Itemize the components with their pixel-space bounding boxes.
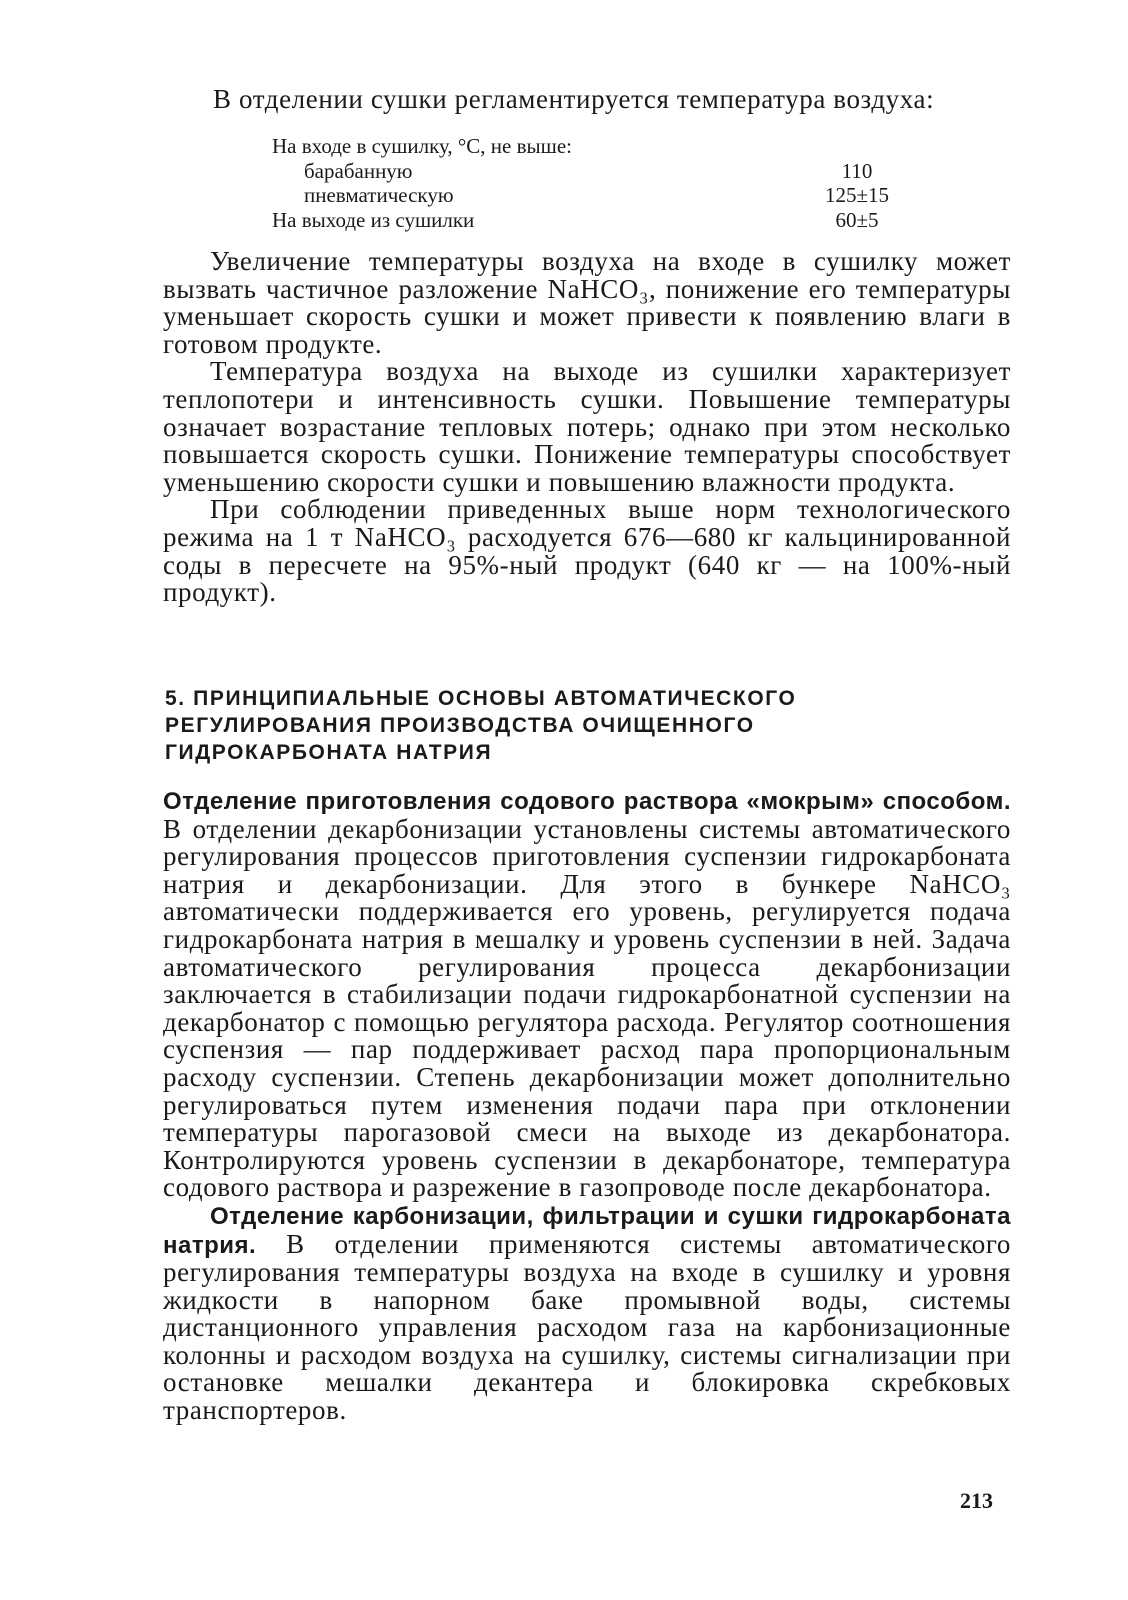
temperature-row-label: На выходе из сушилки [272,207,475,232]
temperature-row-label: пневматическую [304,183,454,207]
temperature-row-value: 60±5 [835,207,879,232]
drying-text-block [163,248,1011,607]
temperature-row [272,159,912,184]
temperature-row-value: 110 [841,158,873,183]
temperature-row-label: На входе в сушилку, °С, не выше: [272,134,572,158]
temperature-row-label: барабанную [304,158,413,183]
intro-line: В отделении сушки регламентируется температура воздуха: [213,84,935,114]
paragraph-run-in-heading: Отделение карбонизации, фильтрации и сушки гидрокарбоната натрия. [163,1202,1011,1259]
paragraph [163,787,1011,1202]
temperature-row [272,134,912,159]
page-number: 213 [960,1488,993,1513]
paragraph [163,1202,1011,1425]
paragraph-body: В отделении применяются системы автоматического регулирования температуры воздуха на входе в сушилку и уровня жидкости в напорном баке промывной воды, системы дистанционного управления расходом газа на карбонизационные колонны и расходом воздуха на сушилку, системы сигнализации при остановке мешалки декантера и блокировка скребковых транспортеров. [163,1228,1011,1426]
temperature-row-value: 125±15 [824,183,890,207]
section-heading [165,685,925,766]
paragraph: Температура воздуха на выходе из сушилки характеризует теплопотери и интенсивность сушки. Повышение температуры означает возрастание тепловых потерь; однако при этом несколько повышается скорость сушки. Понижение температуры способствует уменьшению скорости сушки и повышению влажности продукта. [163,356,1011,497]
paragraph-body: В отделении декарбонизации установлены системы автоматического регулирования процессов приготовления суспензии гидрокарбоната натрия и декарбонизации. Для этого в бункере NaHCO₃ автоматически поддерживается его уровень, регулируется подача гидрокарбоната натрия в мешалку и уровень суспензии в ней. Задача автоматического регулирования процесса декарбонизации заключается в стабилизации подачи гидрокарбонатной суспензии на декарбонатор с помощью регулятора расхода. Регулятор соотношения суспензия — пар поддерживает расход пара пропорциональным расходу суспензии. Степень декарбонизации может дополнительно регулироваться путем изменения подачи пара при отклонении температуры парогазовой смеси на выходе из декарбонатора. Контролируются уровень суспензии в декарбонаторе, температура содового раствора и разрежение в газопроводе после декарбонатора. [163,813,1011,1203]
paragraph: Увеличение температуры воздуха на входе в сушилку может вызвать частичное разложение NaHCO₃, понижение его температуры уменьшает скорость сушки и может привести к появлению влаги в готовом продукте. [163,246,1011,359]
section-heading-line: ГИДРОКАРБОНАТА НАТРИЯ [165,741,493,764]
section-heading-line: РЕГУЛИРОВАНИЯ ПРОИЗВОДСТВА ОЧИЩЕННОГО [165,714,755,737]
section-text-block [163,787,1011,1425]
temperature-table [272,134,912,232]
paragraph-run-in-heading: Отделение приготовления содового раствора «мокрым» способом. [163,788,1011,815]
section-heading-line: 5. ПРИНЦИПИАЛЬНЫЕ ОСНОВЫ АВТОМАТИЧЕСКОГО [165,687,797,710]
temperature-row [272,183,912,208]
temperature-row [272,208,912,233]
paragraph: При соблюдении приведенных выше норм технологического режима на 1 т NaHCO₃ расходуется 676—680 кг кальцинированной соды в пересчете на 95%-ный продукт (640 кг — на 100%-ный продукт). [163,494,1011,608]
